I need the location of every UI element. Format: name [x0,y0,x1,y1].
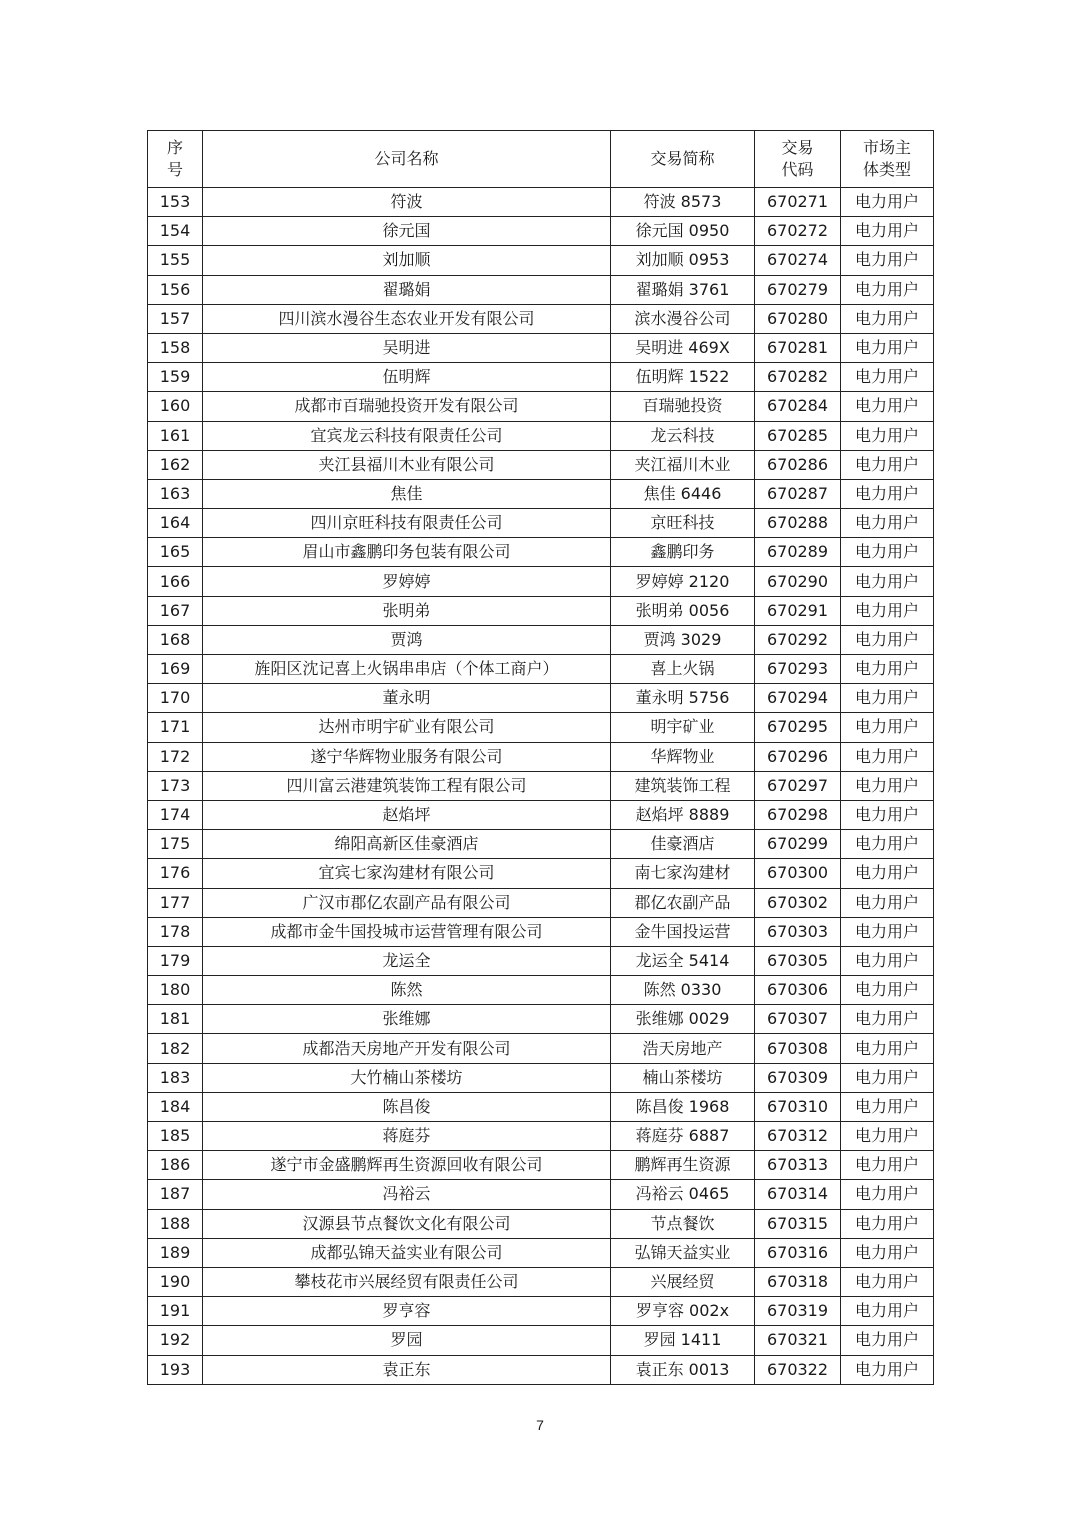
table-row [148,625,934,654]
cell-short-name: 南七家沟建材 [611,859,755,888]
cell-company: 陈昌俊 [203,1092,611,1121]
cell-type: 电力用户 [841,1180,934,1209]
table-row [148,684,934,713]
table-row [148,976,934,1005]
cell-seq: 180 [148,976,203,1005]
cell-code: 670295 [755,713,841,742]
cell-short-name: 浩天房地产 [611,1034,755,1063]
cell-code: 670292 [755,625,841,654]
cell-seq: 188 [148,1209,203,1238]
cell-company: 汉源县节点餐饮文化有限公司 [203,1209,611,1238]
cell-seq: 182 [148,1034,203,1063]
cell-short-name: 兴展经贸 [611,1267,755,1296]
cell-type: 电力用户 [841,1034,934,1063]
cell-short-name: 罗婷婷 2120 [611,567,755,596]
table-row [148,742,934,771]
table-row [148,888,934,917]
cell-seq: 191 [148,1297,203,1326]
cell-company: 刘加顺 [203,246,611,275]
cell-code: 670303 [755,917,841,946]
cell-short-name: 罗亨容 002x [611,1297,755,1326]
cell-short-name: 龙运全 5414 [611,946,755,975]
cell-short-name: 百瑞驰投资 [611,392,755,421]
cell-short-name: 伍明辉 1522 [611,363,755,392]
cell-seq: 156 [148,275,203,304]
cell-company: 张维娜 [203,1005,611,1034]
cell-type: 电力用户 [841,625,934,654]
cell-type: 电力用户 [841,1063,934,1092]
table-row [148,946,934,975]
cell-code: 670309 [755,1063,841,1092]
cell-short-name: 吴明进 469X [611,333,755,362]
cell-seq: 168 [148,625,203,654]
cell-code: 670314 [755,1180,841,1209]
cell-type: 电力用户 [841,392,934,421]
cell-code: 670291 [755,596,841,625]
cell-type: 电力用户 [841,275,934,304]
cell-short-name: 夹江福川木业 [611,450,755,479]
table-row [148,479,934,508]
cell-type: 电力用户 [841,363,934,392]
cell-seq: 153 [148,188,203,217]
table-row [148,363,934,392]
cell-type: 电力用户 [841,567,934,596]
cell-company: 宜宾龙云科技有限责任公司 [203,421,611,450]
cell-short-name: 节点餐饮 [611,1209,755,1238]
cell-seq: 186 [148,1151,203,1180]
cell-seq: 184 [148,1092,203,1121]
cell-type: 电力用户 [841,596,934,625]
cell-type: 电力用户 [841,421,934,450]
registration-table [147,130,934,1385]
cell-short-name: 明宇矿业 [611,713,755,742]
table-row [148,1297,934,1326]
cell-company: 成都市百瑞驰投资开发有限公司 [203,392,611,421]
cell-type: 电力用户 [841,771,934,800]
cell-code: 670286 [755,450,841,479]
table-row [148,1209,934,1238]
cell-type: 电力用户 [841,1238,934,1267]
table-row [148,859,934,888]
table-row [148,421,934,450]
cell-short-name: 董永明 5756 [611,684,755,713]
table-row [148,1267,934,1296]
cell-short-name: 袁正东 0013 [611,1355,755,1384]
cell-company: 攀枝花市兴展经贸有限责任公司 [203,1267,611,1296]
table-row [148,1005,934,1034]
cell-type: 电力用户 [841,479,934,508]
cell-company: 广汉市郡亿农副产品有限公司 [203,888,611,917]
cell-company: 达州市明宇矿业有限公司 [203,713,611,742]
cell-type: 电力用户 [841,713,934,742]
cell-company: 眉山市鑫鹏印务包装有限公司 [203,538,611,567]
table-row [148,1326,934,1355]
cell-seq: 174 [148,800,203,829]
cell-seq: 179 [148,946,203,975]
cell-company: 焦佳 [203,479,611,508]
cell-code: 670298 [755,800,841,829]
cell-code: 670294 [755,684,841,713]
cell-company: 翟璐娟 [203,275,611,304]
table-row [148,917,934,946]
cell-type: 电力用户 [841,246,934,275]
table-row [148,655,934,684]
table-row [148,509,934,538]
cell-seq: 170 [148,684,203,713]
table-row [148,1180,934,1209]
cell-seq: 173 [148,771,203,800]
cell-code: 670300 [755,859,841,888]
cell-short-name: 滨水漫谷公司 [611,304,755,333]
cell-type: 电力用户 [841,1122,934,1151]
cell-company: 遂宁华辉物业服务有限公司 [203,742,611,771]
cell-code: 670313 [755,1151,841,1180]
cell-type: 电力用户 [841,1297,934,1326]
cell-seq: 193 [148,1355,203,1384]
cell-short-name: 刘加顺 0953 [611,246,755,275]
header-company: 公司名称 [203,131,611,188]
cell-code: 670306 [755,976,841,1005]
cell-short-name: 华辉物业 [611,742,755,771]
cell-company: 遂宁市金盛鹏辉再生资源回收有限公司 [203,1151,611,1180]
cell-type: 电力用户 [841,1151,934,1180]
cell-type: 电力用户 [841,830,934,859]
cell-type: 电力用户 [841,888,934,917]
cell-type: 电力用户 [841,188,934,217]
cell-code: 670282 [755,363,841,392]
table-row [148,567,934,596]
cell-company: 冯裕云 [203,1180,611,1209]
cell-company: 张明弟 [203,596,611,625]
cell-code: 670285 [755,421,841,450]
cell-code: 670290 [755,567,841,596]
cell-code: 670274 [755,246,841,275]
table-row [148,538,934,567]
cell-code: 670297 [755,771,841,800]
header-code: 交易 代码 [755,131,841,188]
cell-code: 670293 [755,655,841,684]
cell-code: 670318 [755,1267,841,1296]
cell-seq: 189 [148,1238,203,1267]
header-row [148,131,934,188]
table-row [148,333,934,362]
table-row [148,392,934,421]
cell-code: 670305 [755,946,841,975]
cell-company: 旌阳区沈记喜上火锅串串店（个体工商户） [203,655,611,684]
table-row [148,596,934,625]
cell-seq: 154 [148,217,203,246]
table-row [148,450,934,479]
cell-seq: 178 [148,917,203,946]
cell-seq: 155 [148,246,203,275]
header-type: 市场主 体类型 [841,131,934,188]
cell-code: 670296 [755,742,841,771]
table-row [148,188,934,217]
cell-code: 670299 [755,830,841,859]
cell-seq: 175 [148,830,203,859]
cell-company: 四川京旺科技有限责任公司 [203,509,611,538]
cell-code: 670272 [755,217,841,246]
cell-short-name: 鹏辉再生资源 [611,1151,755,1180]
cell-seq: 176 [148,859,203,888]
table-row [148,800,934,829]
cell-short-name: 赵焰坪 8889 [611,800,755,829]
cell-code: 670321 [755,1326,841,1355]
table-row [148,1151,934,1180]
cell-short-name: 京旺科技 [611,509,755,538]
cell-type: 电力用户 [841,1355,934,1384]
cell-seq: 160 [148,392,203,421]
cell-short-name: 建筑装饰工程 [611,771,755,800]
cell-type: 电力用户 [841,217,934,246]
cell-company: 罗亨容 [203,1297,611,1326]
cell-short-name: 楠山茶楼坊 [611,1063,755,1092]
cell-code: 670307 [755,1005,841,1034]
cell-type: 电力用户 [841,333,934,362]
cell-short-name: 陈然 0330 [611,976,755,1005]
cell-company: 成都浩天房地产开发有限公司 [203,1034,611,1063]
cell-code: 670289 [755,538,841,567]
cell-seq: 185 [148,1122,203,1151]
cell-type: 电力用户 [841,1267,934,1296]
cell-seq: 187 [148,1180,203,1209]
cell-type: 电力用户 [841,1326,934,1355]
cell-code: 670319 [755,1297,841,1326]
cell-code: 670310 [755,1092,841,1121]
cell-company: 董永明 [203,684,611,713]
cell-short-name: 蒋庭芬 6887 [611,1122,755,1151]
cell-company: 吴明进 [203,333,611,362]
cell-company: 伍明辉 [203,363,611,392]
cell-type: 电力用户 [841,800,934,829]
table-row [148,713,934,742]
cell-company: 赵焰坪 [203,800,611,829]
cell-short-name: 弘锦天益实业 [611,1238,755,1267]
cell-short-name: 喜上火锅 [611,655,755,684]
cell-short-name: 徐元国 0950 [611,217,755,246]
cell-short-name: 张维娜 0029 [611,1005,755,1034]
cell-type: 电力用户 [841,976,934,1005]
cell-code: 670312 [755,1122,841,1151]
table-row [148,1238,934,1267]
cell-short-name: 陈昌俊 1968 [611,1092,755,1121]
cell-short-name: 鑫鹏印务 [611,538,755,567]
cell-company: 大竹楠山茶楼坊 [203,1063,611,1092]
cell-type: 电力用户 [841,304,934,333]
cell-company: 四川富云港建筑装饰工程有限公司 [203,771,611,800]
cell-code: 670322 [755,1355,841,1384]
cell-type: 电力用户 [841,1209,934,1238]
cell-type: 电力用户 [841,509,934,538]
cell-company: 贾鸿 [203,625,611,654]
table-row [148,1034,934,1063]
cell-code: 670315 [755,1209,841,1238]
cell-seq: 190 [148,1267,203,1296]
cell-code: 670288 [755,509,841,538]
cell-short-name: 张明弟 0056 [611,596,755,625]
cell-company: 袁正东 [203,1355,611,1384]
table-row [148,771,934,800]
cell-short-name: 郡亿农副产品 [611,888,755,917]
cell-code: 670308 [755,1034,841,1063]
cell-type: 电力用户 [841,538,934,567]
cell-company: 陈然 [203,976,611,1005]
cell-company: 绵阳高新区佳豪酒店 [203,830,611,859]
cell-seq: 164 [148,509,203,538]
cell-company: 四川滨水漫谷生态农业开发有限公司 [203,304,611,333]
cell-seq: 158 [148,333,203,362]
cell-type: 电力用户 [841,684,934,713]
cell-company: 罗婷婷 [203,567,611,596]
cell-company: 夹江县福川木业有限公司 [203,450,611,479]
cell-seq: 172 [148,742,203,771]
cell-seq: 169 [148,655,203,684]
table-body [148,188,934,1385]
page-number: 7 [536,1417,544,1433]
cell-seq: 159 [148,363,203,392]
cell-code: 670287 [755,479,841,508]
cell-code: 670280 [755,304,841,333]
cell-code: 670281 [755,333,841,362]
cell-seq: 183 [148,1063,203,1092]
table-row [148,217,934,246]
header-seq: 序 号 [148,131,203,188]
cell-seq: 162 [148,450,203,479]
cell-short-name: 罗园 1411 [611,1326,755,1355]
cell-type: 电力用户 [841,450,934,479]
cell-short-name: 冯裕云 0465 [611,1180,755,1209]
cell-company: 宜宾七家沟建材有限公司 [203,859,611,888]
cell-type: 电力用户 [841,917,934,946]
table-row [148,1122,934,1151]
cell-type: 电力用户 [841,1005,934,1034]
table-row [148,1092,934,1121]
cell-seq: 161 [148,421,203,450]
cell-seq: 166 [148,567,203,596]
header-short-name: 交易简称 [611,131,755,188]
table-row [148,1355,934,1384]
cell-code: 670279 [755,275,841,304]
table-row [148,1063,934,1092]
cell-company: 蒋庭芬 [203,1122,611,1151]
cell-code: 670302 [755,888,841,917]
cell-type: 电力用户 [841,655,934,684]
cell-type: 电力用户 [841,742,934,771]
cell-type: 电力用户 [841,1092,934,1121]
cell-seq: 192 [148,1326,203,1355]
cell-seq: 157 [148,304,203,333]
cell-short-name: 佳豪酒店 [611,830,755,859]
table-row [148,246,934,275]
cell-seq: 163 [148,479,203,508]
cell-short-name: 焦佳 6446 [611,479,755,508]
cell-company: 成都市金牛国投城市运营管理有限公司 [203,917,611,946]
cell-code: 670316 [755,1238,841,1267]
cell-seq: 171 [148,713,203,742]
cell-code: 670271 [755,188,841,217]
cell-type: 电力用户 [841,859,934,888]
cell-short-name: 金牛国投运营 [611,917,755,946]
table-row [148,830,934,859]
table-row [148,275,934,304]
cell-seq: 167 [148,596,203,625]
cell-seq: 165 [148,538,203,567]
cell-company: 龙运全 [203,946,611,975]
cell-code: 670284 [755,392,841,421]
cell-company: 徐元国 [203,217,611,246]
cell-seq: 177 [148,888,203,917]
cell-short-name: 龙云科技 [611,421,755,450]
cell-company: 罗园 [203,1326,611,1355]
table-row [148,304,934,333]
cell-type: 电力用户 [841,946,934,975]
cell-short-name: 符波 8573 [611,188,755,217]
cell-short-name: 贾鸿 3029 [611,625,755,654]
cell-company: 符波 [203,188,611,217]
cell-seq: 181 [148,1005,203,1034]
cell-company: 成都弘锦天益实业有限公司 [203,1238,611,1267]
cell-short-name: 翟璐娟 3761 [611,275,755,304]
